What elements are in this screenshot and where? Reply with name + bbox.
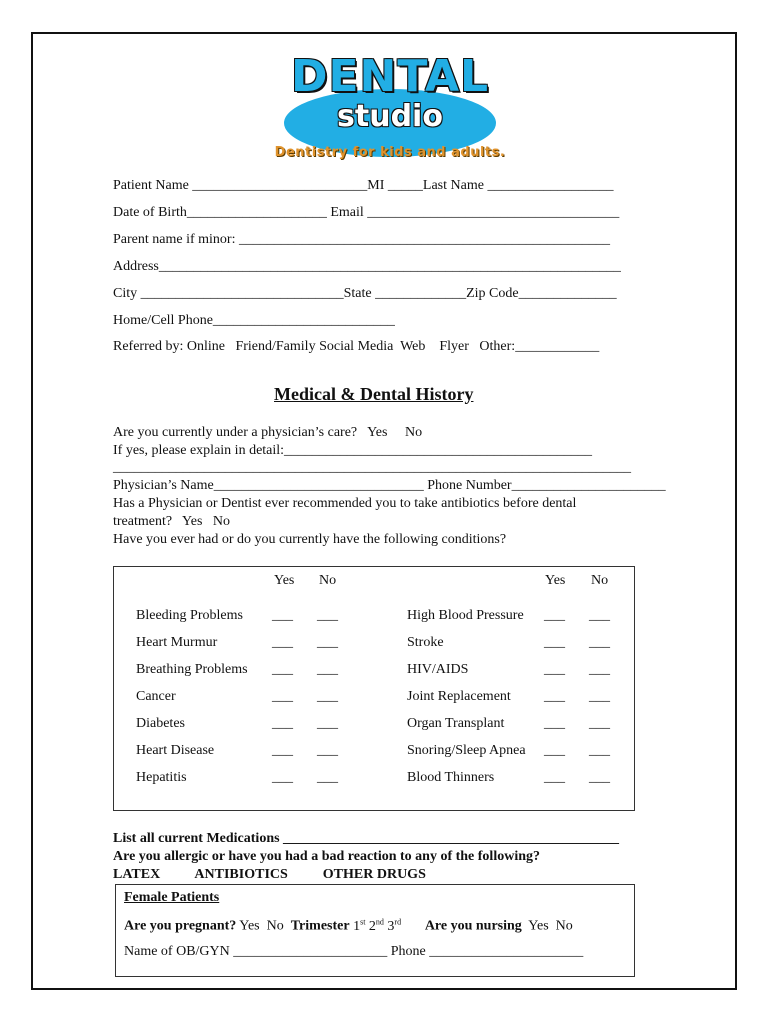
medical-history-title: Medical & Dental History <box>274 384 474 404</box>
trimester-label: Trimester <box>290 918 350 934</box>
condition-no-blank[interactable]: ___ <box>317 770 338 785</box>
logo-brand-text: DENTAL <box>290 51 490 102</box>
condition-yes-blank[interactable]: ___ <box>544 716 565 731</box>
condition-no-blank[interactable]: ___ <box>317 689 338 704</box>
pregnant-options[interactable]: Yes No <box>236 918 291 934</box>
condition-label: Bleeding Problems <box>136 608 243 623</box>
condition-label: Stroke <box>407 635 444 650</box>
condition-label: Joint Replacement <box>407 689 511 704</box>
condition-yes-blank[interactable]: ___ <box>272 770 293 785</box>
patient-name-field[interactable]: Patient Name _________________________MI _____Last Name __________________ <box>113 178 614 193</box>
condition-yes-blank[interactable]: ___ <box>272 608 293 623</box>
allergy-question: Are you allergic or have you had a bad reaction to any of the following? <box>113 849 540 864</box>
condition-label: Hepatitis <box>136 770 187 785</box>
condition-yes-blank[interactable]: ___ <box>544 689 565 704</box>
condition-yes-blank[interactable]: ___ <box>544 608 565 623</box>
parent-name-field[interactable]: Parent name if minor: _____________________________________________________ <box>113 232 610 247</box>
condition-yes-blank[interactable]: ___ <box>544 662 565 677</box>
condition-yes-blank[interactable]: ___ <box>544 743 565 758</box>
female-patients-title: Female Patients <box>124 890 220 905</box>
pregnancy-line[interactable] <box>124 917 573 935</box>
condition-yes-blank[interactable]: ___ <box>544 770 565 785</box>
condition-label: HIV/AIDS <box>407 662 469 677</box>
logo-studio-text: studio <box>337 99 443 134</box>
condition-label: Blood Thinners <box>407 770 495 785</box>
explain-field[interactable]: If yes, please explain in detail:____________________________________________ <box>113 443 593 458</box>
condition-yes-blank[interactable]: ___ <box>272 689 293 704</box>
condition-label: High Blood Pressure <box>407 608 524 623</box>
condition-no-blank[interactable]: ___ <box>589 608 610 623</box>
antibiotics-answer[interactable]: treatment? Yes No <box>113 514 231 529</box>
condition-label: Snoring/Sleep Apnea <box>407 743 526 758</box>
allergy-options[interactable]: LATEX ANTIBIOTICS OTHER DRUGS <box>113 867 426 882</box>
condition-no-blank[interactable]: ___ <box>317 743 338 758</box>
conditions-box <box>113 566 635 811</box>
referred-by-field[interactable]: Referred by: Online Friend/Family Social Media Web Flyer Other:____________ <box>113 339 600 354</box>
dob-email-field[interactable]: Date of Birth____________________ Email ____________________________________ <box>113 205 620 220</box>
female-patients-box <box>115 884 635 977</box>
left-no-header: No <box>319 573 337 588</box>
medications-field[interactable]: List all current Medications ________________________________________________ <box>113 831 620 846</box>
nursing-label: Are you nursing <box>401 918 522 934</box>
condition-no-blank[interactable]: ___ <box>317 716 338 731</box>
condition-no-blank[interactable]: ___ <box>317 608 338 623</box>
physician-name-field[interactable]: Physician’s Name______________________________ Phone Number______________________ <box>113 478 666 493</box>
address-field[interactable]: Address__________________________________________________________________ <box>113 259 621 274</box>
condition-no-blank[interactable]: ___ <box>589 770 610 785</box>
condition-label: Heart Murmur <box>136 635 218 650</box>
trimester-2[interactable]: 2nd <box>365 917 384 934</box>
city-state-zip-field[interactable]: City _____________________________State _____________Zip Code______________ <box>113 286 617 301</box>
condition-label: Breathing Problems <box>136 662 248 677</box>
pregnant-label: Are you pregnant? <box>124 918 237 934</box>
condition-yes-blank[interactable]: ___ <box>272 662 293 677</box>
condition-label: Organ Transplant <box>407 716 505 731</box>
condition-label: Cancer <box>136 689 176 704</box>
condition-no-blank[interactable]: ___ <box>589 635 610 650</box>
logo-tagline: Dentistry for kids and adults. <box>274 145 506 160</box>
antibiotics-question: Has a Physician or Dentist ever recommended you to take antibiotics before dental <box>113 496 577 511</box>
condition-no-blank[interactable]: ___ <box>589 689 610 704</box>
obgyn-field[interactable]: Name of OB/GYN ______________________ Phone ______________________ <box>124 944 584 959</box>
condition-no-blank[interactable]: ___ <box>589 716 610 731</box>
condition-label: Heart Disease <box>136 743 215 758</box>
right-no-header: No <box>591 573 609 588</box>
phone-field[interactable]: Home/Cell Phone__________________________ <box>113 313 395 328</box>
condition-yes-blank[interactable]: ___ <box>272 635 293 650</box>
physician-care-question[interactable]: Are you currently under a physician’s care? Yes No <box>113 425 423 440</box>
right-yes-header: Yes <box>545 573 566 588</box>
condition-no-blank[interactable]: ___ <box>317 635 338 650</box>
explain-blank-line[interactable]: __________________________________________________________________________ <box>113 460 631 475</box>
trimester-3[interactable]: 3rd <box>383 917 402 934</box>
condition-label: Diabetes <box>136 716 185 731</box>
dental-studio-logo <box>250 51 530 167</box>
condition-yes-blank[interactable]: ___ <box>272 716 293 731</box>
nursing-options[interactable]: Yes No <box>521 918 573 934</box>
conditions-question: Have you ever had or do you currently have the following conditions? <box>113 532 507 547</box>
trimester-1[interactable]: 1st <box>349 917 366 934</box>
left-yes-header: Yes <box>274 573 295 588</box>
condition-yes-blank[interactable]: ___ <box>272 743 293 758</box>
condition-no-blank[interactable]: ___ <box>589 662 610 677</box>
condition-no-blank[interactable]: ___ <box>589 743 610 758</box>
condition-no-blank[interactable]: ___ <box>317 662 338 677</box>
condition-yes-blank[interactable]: ___ <box>544 635 565 650</box>
